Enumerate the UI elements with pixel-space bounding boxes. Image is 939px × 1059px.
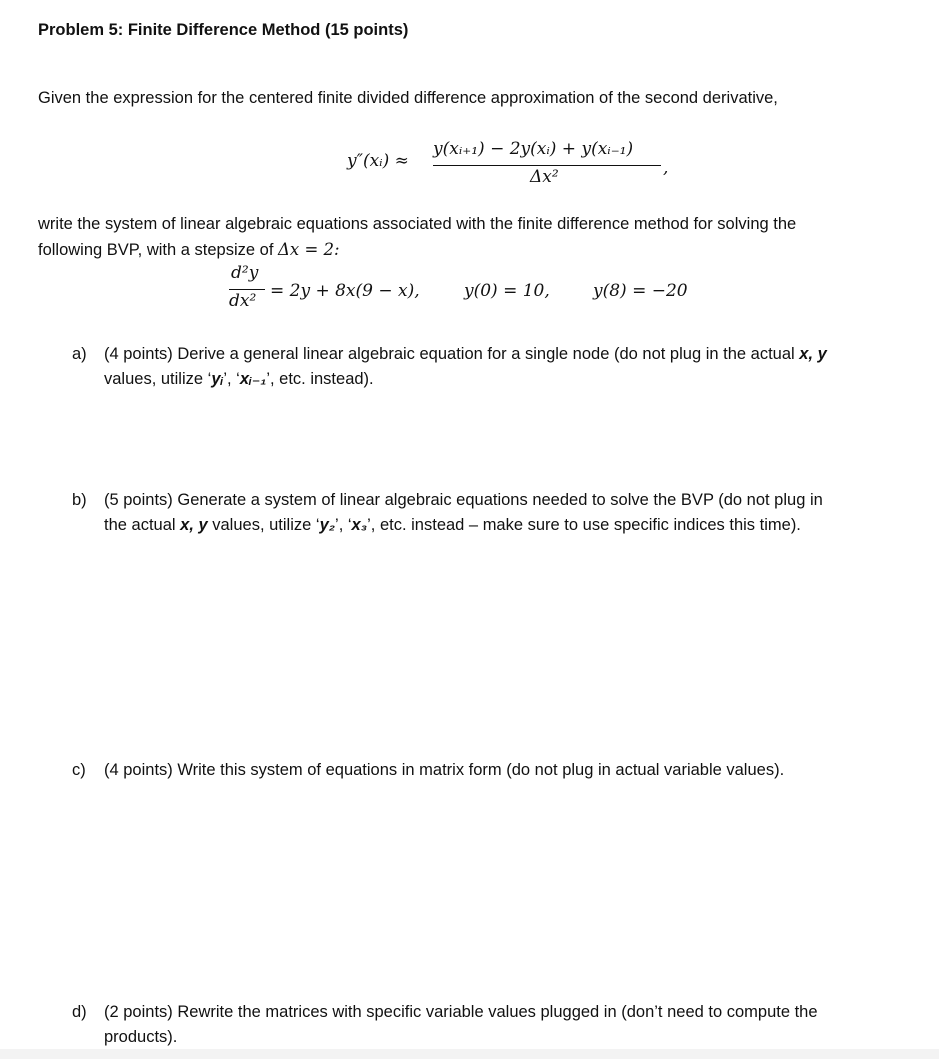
part-a-yi: yᵢ	[211, 370, 224, 388]
part-d-text	[104, 1000, 924, 1050]
instruction-line-2	[38, 237, 340, 263]
bvp-boundary-condition-2: y(8) = −20	[593, 281, 688, 301]
bvp-fraction-bar	[229, 289, 265, 290]
part-d-label: d)	[72, 1003, 87, 1021]
part-a-text	[104, 342, 924, 392]
part-d-line-1: (2 points) Rewrite the matrices with specific variable values plugged in (don’t need to compute the	[104, 1003, 818, 1021]
bvp-boundary-condition-1: y(0) = 10,	[464, 281, 550, 301]
part-b-xy: x, y	[180, 516, 208, 534]
part-a-sep: ’, ‘	[223, 370, 240, 388]
part-b-line-2-post: ’, etc. instead – make sure to use specific indices this time).	[367, 516, 801, 534]
part-b-x3: x₃	[351, 516, 368, 534]
part-a-xim1: xᵢ₋₁	[239, 370, 267, 388]
approx-formula-denominator: Δx²	[530, 167, 559, 187]
part-a-line-2-pre: values, utilize ‘	[104, 370, 212, 388]
part-d-line-2: products).	[104, 1028, 178, 1046]
part-b-text	[104, 488, 924, 538]
bvp-derivative-denominator: dx²	[229, 291, 257, 311]
bvp-derivative-numerator: d²y	[231, 263, 259, 283]
part-b-line-2-pre: the actual	[104, 516, 181, 534]
bvp-rhs: = 2y + 8x(9 − x),	[270, 281, 420, 301]
part-a-line-1: (4 points) Derive a general linear algebraic equation for a single node (do not plug in the actual	[104, 345, 800, 363]
instruction-line-1: write the system of linear algebraic equations associated with the finite difference method for solving the	[38, 215, 797, 233]
stepsize-value: Δx = 2:	[278, 240, 340, 259]
page-bottom-band	[0, 1049, 939, 1059]
part-b-line-2-mid: values, utilize ‘	[207, 516, 320, 534]
part-b-line-1: (5 points) Generate a system of linear algebraic equations needed to solve the BVP (do not plug in	[104, 491, 823, 509]
part-a-line-2-post: ’, etc. instead).	[266, 370, 374, 388]
part-a-label: a)	[72, 345, 87, 363]
part-b-y2: y₂	[319, 516, 336, 534]
approx-formula-numerator: y(xᵢ₊₁) − 2y(xᵢ) + y(xᵢ₋₁)	[433, 139, 634, 159]
approx-formula-lhs: y″(xᵢ) ≈	[347, 151, 409, 171]
part-b-label: b)	[72, 491, 87, 509]
part-c-label: c)	[72, 761, 86, 779]
intro-text: Given the expression for the centered finite divided difference approximation of the second derivative,	[38, 89, 778, 107]
instruction-line-2-text: following BVP, with a stepsize of	[38, 241, 278, 259]
approx-formula-fraction-bar	[433, 165, 661, 166]
part-c-text: (4 points) Write this system of equations in matrix form (do not plug in actual variable values).	[104, 761, 785, 779]
problem-title: Problem 5: Finite Difference Method (15 points)	[38, 21, 409, 39]
part-b-sep: ’, ‘	[335, 516, 352, 534]
approx-formula-comma: ,	[663, 158, 669, 178]
part-a-xy: x, y	[799, 345, 827, 363]
